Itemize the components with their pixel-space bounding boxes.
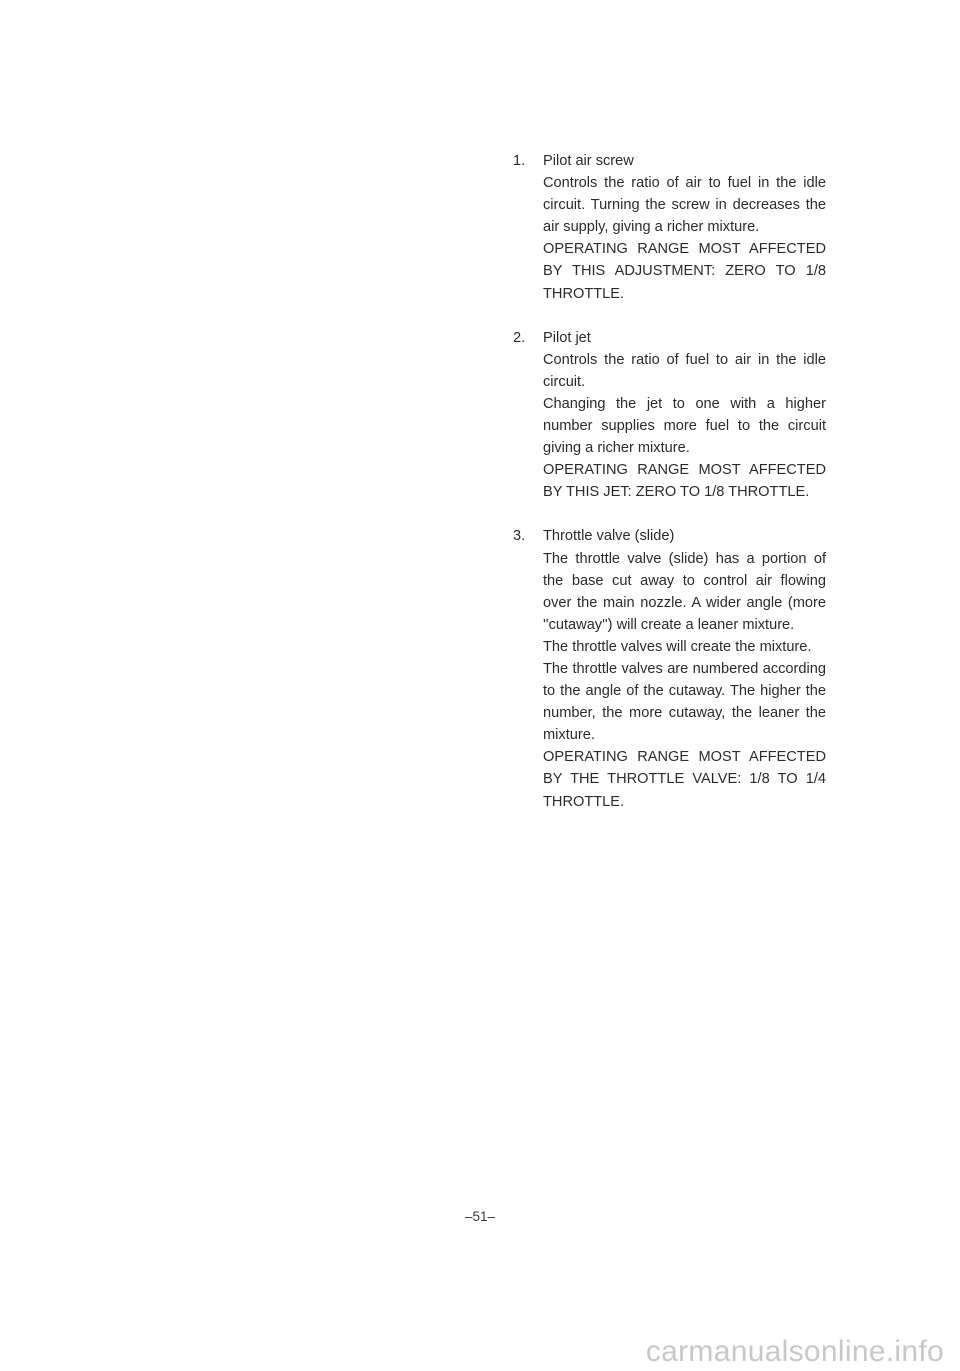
section-body [543,150,826,305]
section-paragraph: The throttle valve (slide) has a portion of the base cut away to control air flowing over the main nozzle. A wider angle (more ''cutaway'') will create a leaner mixture. [543,550,826,633]
section-pilot-air-screw [513,150,826,305]
page-number: –51– [464,1209,496,1224]
watermark: carmanualsonline.info [645,1335,944,1368]
section-paragraph: Controls the ratio of air to fuel in the idle circuit. Turning the screw in decreases the air supply, giving a richer mixture. [543,175,826,236]
section-title: Throttle valve (slide) [543,528,675,545]
section-number: 2. [513,329,526,346]
section-paragraph: The throttle valves will create the mixture. [543,638,812,655]
section-pilot-jet [513,327,826,504]
section-title: Pilot air screw [543,153,634,169]
section-title: Pilot jet [543,329,591,346]
section-number: 1. [513,153,526,169]
section-paragraph: OPERATING RANGE MOST AFFECTED BY THIS JET: ZERO TO 1/8 THROTTLE. [543,462,826,501]
manual-text-column [513,150,826,835]
section-body [543,525,826,812]
section-paragraph: Changing the jet to one with a higher number supplies more fuel to the circuit giving a richer mixture. [543,395,826,457]
section-number: 3. [513,528,526,545]
section-paragraph: The throttle valves are numbered according to the angle of the cutaway. The higher the number, the more cutaway, the leaner the mixture. [543,660,826,744]
section-paragraph: Controls the ratio of fuel to air in the idle circuit. [543,351,826,390]
section-paragraph: OPERATING RANGE MOST AFFECTED BY THE THROTTLE VALVE: 1/8 TO 1/4 THROTTLE. [543,749,826,810]
section-throttle-valve [513,525,826,812]
section-paragraph: OPERATING RANGE MOST AFFECTED BY THIS ADJUSTMENT: ZERO TO 1/8 THROTTLE. [543,241,826,302]
section-body [543,327,826,504]
